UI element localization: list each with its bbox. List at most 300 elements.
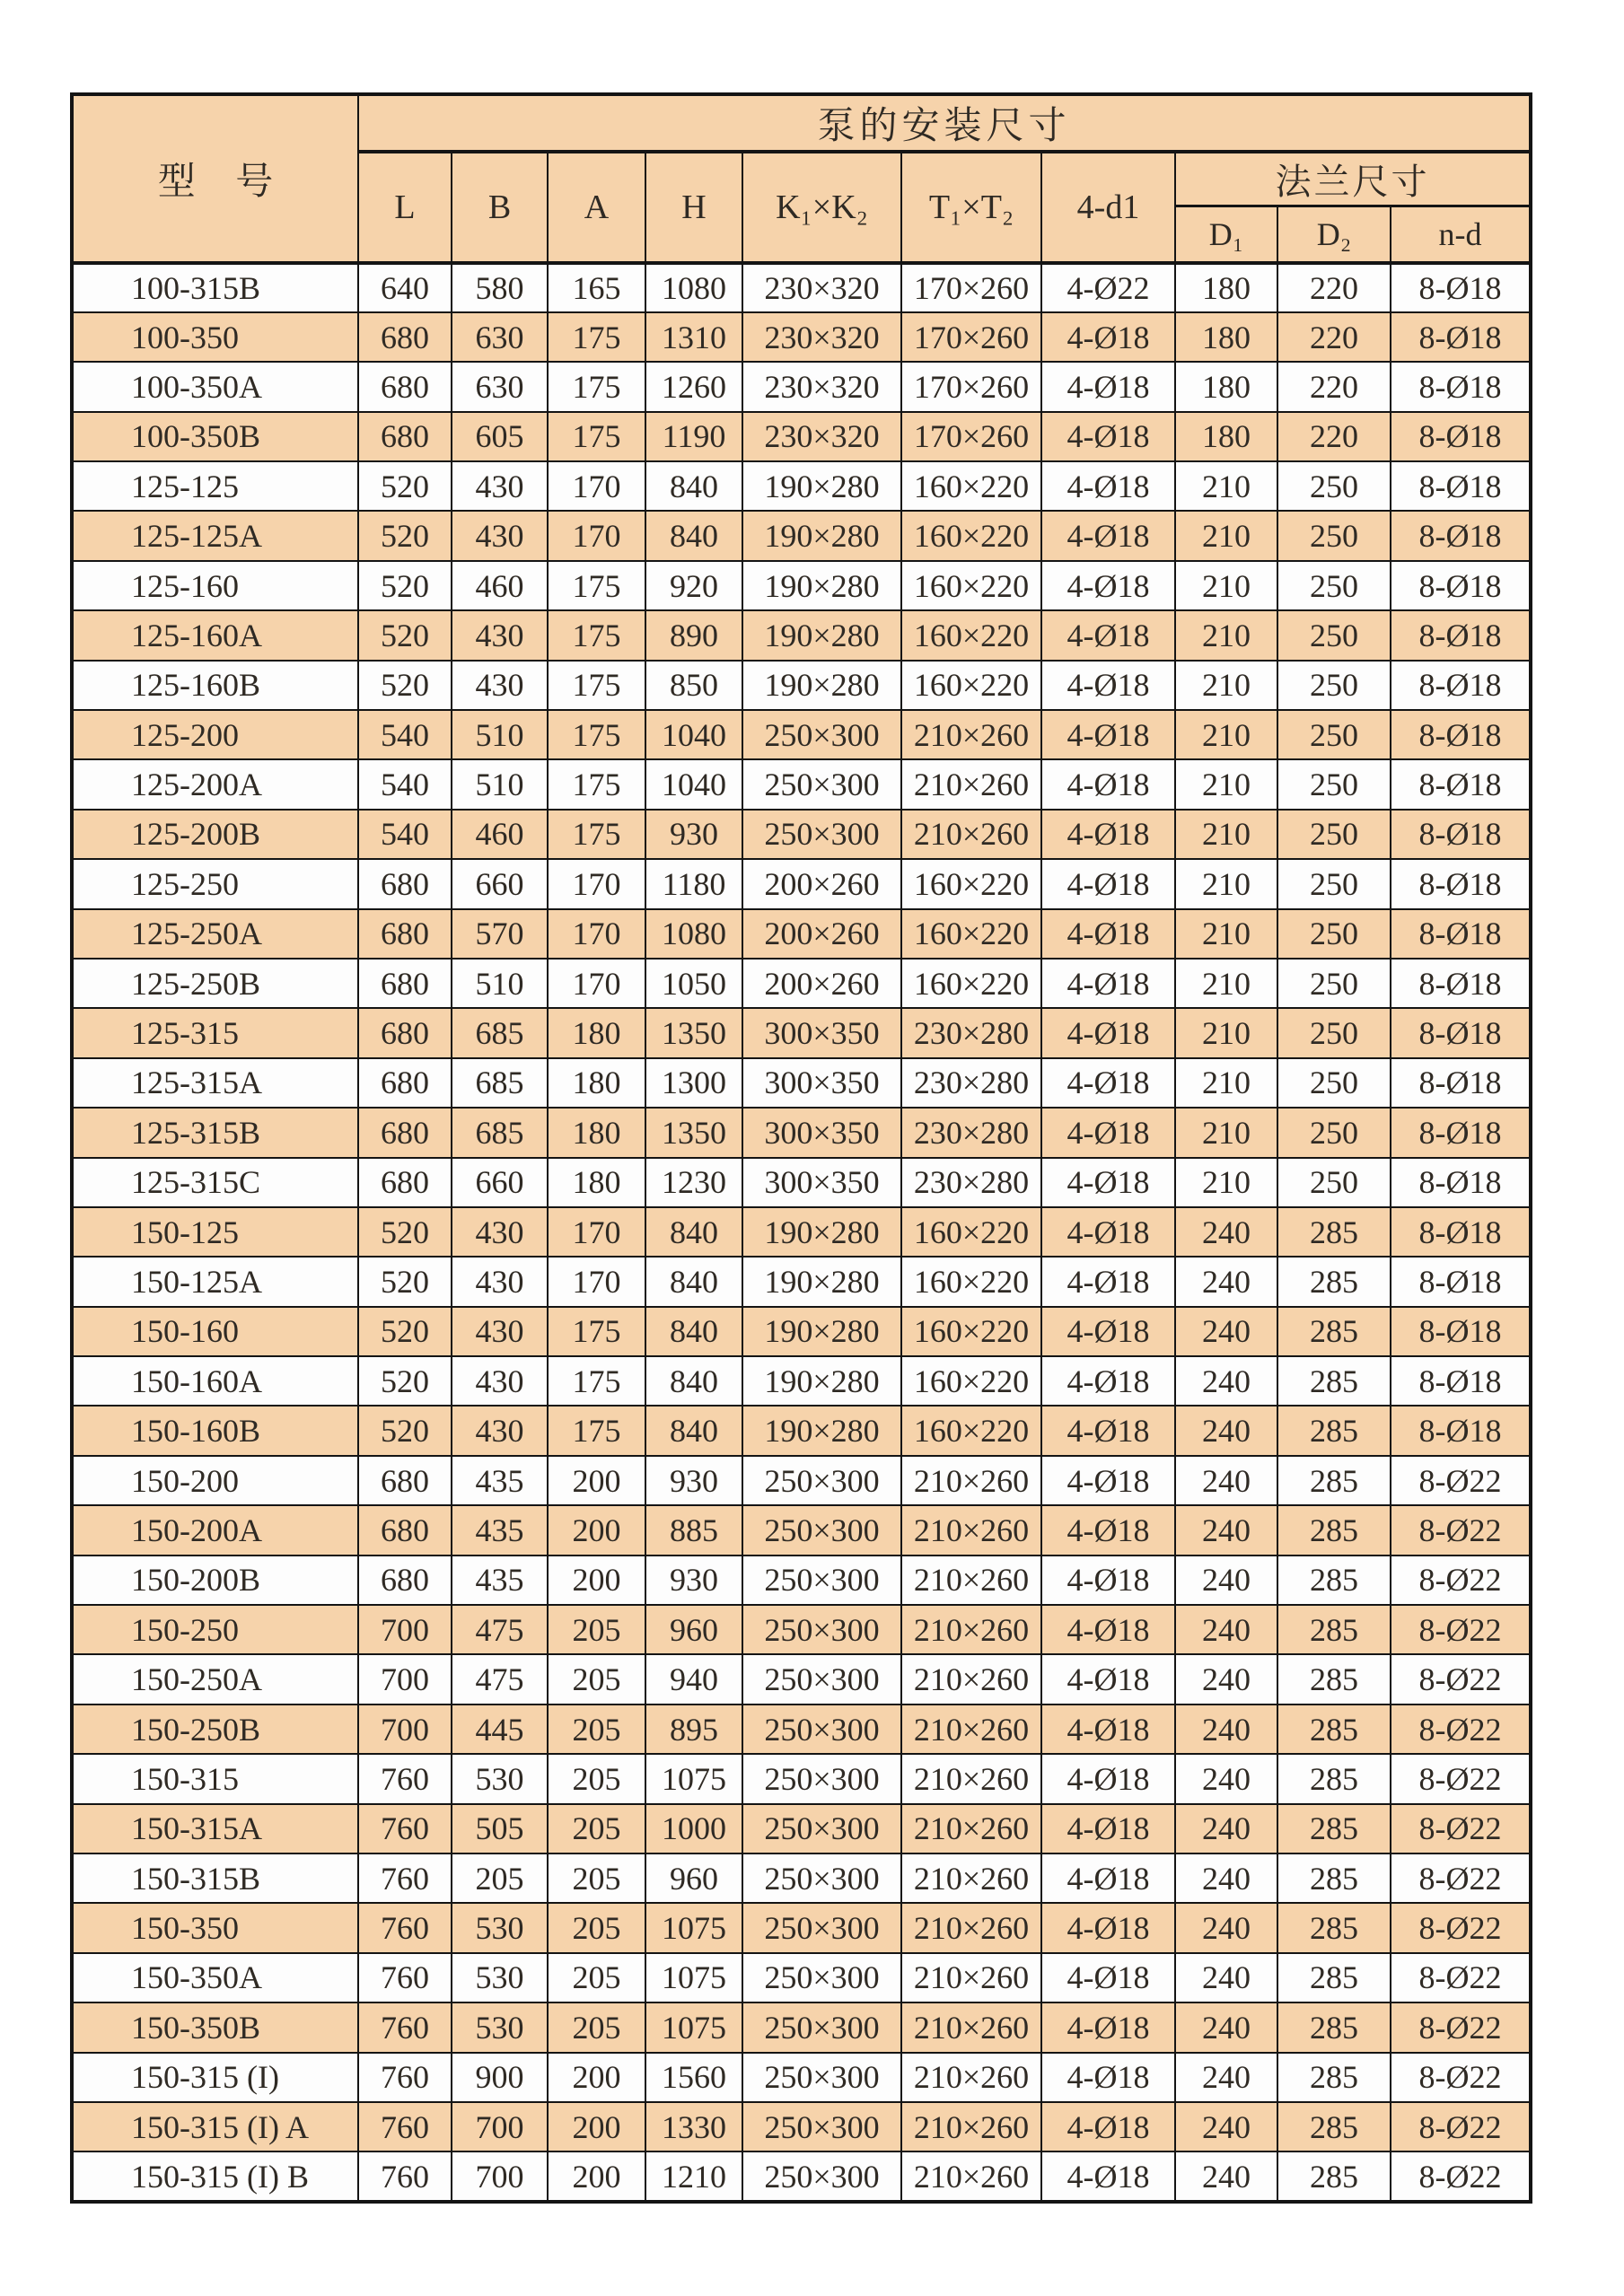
value-cell: 520 xyxy=(358,1406,452,1455)
model-cell: 150-315 (I) B xyxy=(72,2151,358,2201)
value-cell: 190×280 xyxy=(742,1356,901,1406)
value-cell: 4-Ø18 xyxy=(1041,2102,1175,2151)
value-cell: 175 xyxy=(548,412,645,461)
value-cell: 285 xyxy=(1277,1456,1391,1505)
model-cell: 125-200A xyxy=(72,759,358,809)
value-cell: 230×280 xyxy=(901,1058,1041,1108)
value-cell: 200×260 xyxy=(742,909,901,959)
value-cell: 170×260 xyxy=(901,312,1041,362)
value-cell: 175 xyxy=(548,759,645,809)
table-title: 泵的安装尺寸 xyxy=(358,94,1531,152)
value-cell: 890 xyxy=(645,610,742,660)
value-cell: 250 xyxy=(1277,461,1391,511)
value-cell: 8-Ø18 xyxy=(1391,1257,1531,1306)
model-cell: 150-125A xyxy=(72,1257,358,1306)
value-cell: 640 xyxy=(358,263,452,312)
value-cell: 4-Ø18 xyxy=(1041,909,1175,959)
value-cell: 760 xyxy=(358,2002,452,2052)
value-cell: 505 xyxy=(452,1804,548,1853)
value-cell: 8-Ø18 xyxy=(1391,511,1531,560)
model-cell: 150-125 xyxy=(72,1207,358,1257)
value-cell: 8-Ø18 xyxy=(1391,710,1531,759)
model-cell: 125-250A xyxy=(72,909,358,959)
value-cell: 250×300 xyxy=(742,2151,901,2201)
model-cell: 125-160A xyxy=(72,610,358,660)
value-cell: 4-Ø18 xyxy=(1041,1307,1175,1356)
value-cell: 240 xyxy=(1175,1605,1277,1654)
table-row xyxy=(72,511,1531,560)
value-cell: 8-Ø18 xyxy=(1391,1356,1531,1406)
value-cell: 8-Ø22 xyxy=(1391,2102,1531,2151)
col-header-h: H xyxy=(645,152,742,263)
value-cell: 190×280 xyxy=(742,661,901,710)
value-cell: 240 xyxy=(1175,1207,1277,1257)
value-cell: 210 xyxy=(1175,1008,1277,1057)
value-cell: 250 xyxy=(1277,511,1391,560)
value-cell: 8-Ø18 xyxy=(1391,610,1531,660)
value-cell: 700 xyxy=(358,1704,452,1754)
table-row xyxy=(72,1108,1531,1157)
value-cell: 250 xyxy=(1277,959,1391,1008)
value-cell: 760 xyxy=(358,1903,452,1952)
value-cell: 520 xyxy=(358,1257,452,1306)
col-header-k1k2: K₁×K₂ xyxy=(742,152,901,263)
model-cell: 150-160 xyxy=(72,1307,358,1356)
value-cell: 4-Ø18 xyxy=(1041,1853,1175,1903)
value-cell: 520 xyxy=(358,511,452,560)
value-cell: 760 xyxy=(358,1754,452,1803)
value-cell: 630 xyxy=(452,362,548,411)
value-cell: 700 xyxy=(452,2151,548,2201)
value-cell: 680 xyxy=(358,859,452,908)
value-cell: 1040 xyxy=(645,759,742,809)
value-cell: 530 xyxy=(452,2002,548,2052)
value-cell: 4-Ø18 xyxy=(1041,461,1175,511)
pump-dimension-sheet xyxy=(70,92,1532,2204)
value-cell: 210×260 xyxy=(901,1754,1041,1803)
value-cell: 210 xyxy=(1175,661,1277,710)
value-cell: 210 xyxy=(1175,959,1277,1008)
value-cell: 170 xyxy=(548,1207,645,1257)
value-cell: 190×280 xyxy=(742,1257,901,1306)
table-row xyxy=(72,1555,1531,1605)
table-row xyxy=(72,1058,1531,1108)
value-cell: 8-Ø22 xyxy=(1391,1903,1531,1952)
table-row xyxy=(72,2002,1531,2052)
value-cell: 475 xyxy=(452,1605,548,1654)
table-row xyxy=(72,1953,1531,2002)
table-row xyxy=(72,461,1531,511)
value-cell: 8-Ø18 xyxy=(1391,1158,1531,1207)
value-cell: 8-Ø22 xyxy=(1391,1704,1531,1754)
value-cell: 230×280 xyxy=(901,1008,1041,1057)
value-cell: 570 xyxy=(452,909,548,959)
value-cell: 850 xyxy=(645,661,742,710)
value-cell: 250×300 xyxy=(742,1903,901,1952)
value-cell: 8-Ø18 xyxy=(1391,312,1531,362)
value-cell: 8-Ø18 xyxy=(1391,759,1531,809)
value-cell: 930 xyxy=(645,1555,742,1605)
model-cell: 150-350B xyxy=(72,2002,358,2052)
value-cell: 180 xyxy=(548,1008,645,1057)
value-cell: 4-Ø18 xyxy=(1041,959,1175,1008)
value-cell: 285 xyxy=(1277,1704,1391,1754)
value-cell: 240 xyxy=(1175,1356,1277,1406)
value-cell: 210×260 xyxy=(901,710,1041,759)
value-cell: 4-Ø18 xyxy=(1041,1605,1175,1654)
value-cell: 8-Ø18 xyxy=(1391,1406,1531,1455)
value-cell: 210×260 xyxy=(901,1605,1041,1654)
value-cell: 210×260 xyxy=(901,1555,1041,1605)
value-cell: 4-Ø18 xyxy=(1041,1555,1175,1605)
value-cell: 285 xyxy=(1277,1754,1391,1803)
value-cell: 220 xyxy=(1277,362,1391,411)
value-cell: 1050 xyxy=(645,959,742,1008)
value-cell: 435 xyxy=(452,1456,548,1505)
value-cell: 190×280 xyxy=(742,461,901,511)
value-cell: 4-Ø18 xyxy=(1041,661,1175,710)
table-row xyxy=(72,959,1531,1008)
value-cell: 250×300 xyxy=(742,1953,901,2002)
value-cell: 160×220 xyxy=(901,610,1041,660)
value-cell: 200 xyxy=(548,1555,645,1605)
value-cell: 240 xyxy=(1175,2002,1277,2052)
value-cell: 8-Ø18 xyxy=(1391,661,1531,710)
value-cell: 180 xyxy=(548,1158,645,1207)
value-cell: 240 xyxy=(1175,1307,1277,1356)
table-row xyxy=(72,362,1531,411)
model-cell: 150-315 (I) xyxy=(72,2053,358,2102)
value-cell: 210×260 xyxy=(901,1654,1041,1704)
value-cell: 510 xyxy=(452,959,548,1008)
value-cell: 250×300 xyxy=(742,1853,901,1903)
table-row xyxy=(72,1505,1531,1555)
value-cell: 250 xyxy=(1277,561,1391,610)
value-cell: 430 xyxy=(452,1307,548,1356)
value-cell: 190×280 xyxy=(742,561,901,610)
value-cell: 285 xyxy=(1277,1804,1391,1853)
value-cell: 240 xyxy=(1175,1804,1277,1853)
value-cell: 8-Ø22 xyxy=(1391,1654,1531,1704)
value-cell: 200 xyxy=(548,2102,645,2151)
value-cell: 8-Ø22 xyxy=(1391,1555,1531,1605)
value-cell: 895 xyxy=(645,1704,742,1754)
value-cell: 8-Ø22 xyxy=(1391,1953,1531,2002)
value-cell: 285 xyxy=(1277,2151,1391,2201)
value-cell: 1300 xyxy=(645,1058,742,1108)
col-header-t1t2: T₁×T₂ xyxy=(901,152,1041,263)
model-cell: 125-160 xyxy=(72,561,358,610)
value-cell: 430 xyxy=(452,610,548,660)
value-cell: 230×280 xyxy=(901,1158,1041,1207)
value-cell: 175 xyxy=(548,1406,645,1455)
model-cell: 150-350 xyxy=(72,1903,358,1952)
value-cell: 1075 xyxy=(645,1953,742,2002)
value-cell: 220 xyxy=(1277,312,1391,362)
value-cell: 4-Ø18 xyxy=(1041,759,1175,809)
value-cell: 660 xyxy=(452,1158,548,1207)
value-cell: 8-Ø18 xyxy=(1391,909,1531,959)
value-cell: 680 xyxy=(358,1108,452,1157)
value-cell: 170 xyxy=(548,511,645,560)
value-cell: 240 xyxy=(1175,1456,1277,1505)
model-cell: 125-200B xyxy=(72,810,358,859)
value-cell: 930 xyxy=(645,810,742,859)
value-cell: 240 xyxy=(1175,2151,1277,2201)
value-cell: 680 xyxy=(358,1008,452,1057)
value-cell: 285 xyxy=(1277,1257,1391,1306)
value-cell: 4-Ø18 xyxy=(1041,810,1175,859)
value-cell: 285 xyxy=(1277,1555,1391,1605)
value-cell: 205 xyxy=(548,1853,645,1903)
value-cell: 200 xyxy=(548,2053,645,2102)
value-cell: 540 xyxy=(358,710,452,759)
value-cell: 8-Ø18 xyxy=(1391,263,1531,312)
table-row xyxy=(72,859,1531,908)
value-cell: 285 xyxy=(1277,2002,1391,2052)
table-row xyxy=(72,2053,1531,2102)
value-cell: 180 xyxy=(1175,362,1277,411)
col-header-d2: D₂ xyxy=(1277,206,1391,263)
value-cell: 520 xyxy=(358,1356,452,1406)
value-cell: 4-Ø18 xyxy=(1041,362,1175,411)
value-cell: 680 xyxy=(358,1058,452,1108)
value-cell: 285 xyxy=(1277,1853,1391,1903)
value-cell: 210 xyxy=(1175,710,1277,759)
value-cell: 240 xyxy=(1175,1406,1277,1455)
model-cell: 100-350B xyxy=(72,412,358,461)
table-row xyxy=(72,1257,1531,1306)
value-cell: 8-Ø18 xyxy=(1391,1307,1531,1356)
value-cell: 250×300 xyxy=(742,810,901,859)
value-cell: 210 xyxy=(1175,1108,1277,1157)
value-cell: 460 xyxy=(452,561,548,610)
value-cell: 4-Ø18 xyxy=(1041,561,1175,610)
value-cell: 170 xyxy=(548,859,645,908)
value-cell: 240 xyxy=(1175,1555,1277,1605)
value-cell: 4-Ø18 xyxy=(1041,1704,1175,1754)
table-row xyxy=(72,2151,1531,2201)
value-cell: 220 xyxy=(1277,263,1391,312)
value-cell: 1350 xyxy=(645,1008,742,1057)
value-cell: 160×220 xyxy=(901,461,1041,511)
value-cell: 1350 xyxy=(645,1108,742,1157)
value-cell: 8-Ø18 xyxy=(1391,362,1531,411)
table-row xyxy=(72,2102,1531,2151)
value-cell: 210×260 xyxy=(901,1853,1041,1903)
value-cell: 230×280 xyxy=(901,1108,1041,1157)
value-cell: 240 xyxy=(1175,1257,1277,1306)
value-cell: 1080 xyxy=(645,263,742,312)
value-cell: 175 xyxy=(548,610,645,660)
value-cell: 680 xyxy=(358,1555,452,1605)
value-cell: 285 xyxy=(1277,1307,1391,1356)
value-cell: 250 xyxy=(1277,810,1391,859)
model-cell: 150-200B xyxy=(72,1555,358,1605)
value-cell: 540 xyxy=(358,810,452,859)
value-cell: 210×260 xyxy=(901,759,1041,809)
value-cell: 210×260 xyxy=(901,1903,1041,1952)
value-cell: 205 xyxy=(548,1953,645,2002)
value-cell: 960 xyxy=(645,1605,742,1654)
model-cell: 125-125 xyxy=(72,461,358,511)
value-cell: 240 xyxy=(1175,1704,1277,1754)
table-row xyxy=(72,1207,1531,1257)
value-cell: 160×220 xyxy=(901,859,1041,908)
value-cell: 1310 xyxy=(645,312,742,362)
value-cell: 1075 xyxy=(645,1754,742,1803)
value-cell: 160×220 xyxy=(901,1307,1041,1356)
value-cell: 250 xyxy=(1277,759,1391,809)
value-cell: 200×260 xyxy=(742,859,901,908)
value-cell: 1190 xyxy=(645,412,742,461)
value-cell: 205 xyxy=(452,1853,548,1903)
value-cell: 8-Ø22 xyxy=(1391,2053,1531,2102)
table-row xyxy=(72,759,1531,809)
value-cell: 660 xyxy=(452,859,548,908)
value-cell: 520 xyxy=(358,1307,452,1356)
value-cell: 8-Ø22 xyxy=(1391,1605,1531,1654)
value-cell: 520 xyxy=(358,561,452,610)
col-header-nd: n-d xyxy=(1391,206,1531,263)
col-header-a: A xyxy=(548,152,645,263)
value-cell: 240 xyxy=(1175,2102,1277,2151)
value-cell: 680 xyxy=(358,362,452,411)
value-cell: 250 xyxy=(1277,1008,1391,1057)
value-cell: 250×300 xyxy=(742,1754,901,1803)
value-cell: 240 xyxy=(1175,1903,1277,1952)
value-cell: 250×300 xyxy=(742,1654,901,1704)
value-cell: 240 xyxy=(1175,1953,1277,2002)
value-cell: 175 xyxy=(548,362,645,411)
value-cell: 4-Ø18 xyxy=(1041,1207,1175,1257)
value-cell: 205 xyxy=(548,1605,645,1654)
value-cell: 200×260 xyxy=(742,959,901,1008)
table-row xyxy=(72,610,1531,660)
value-cell: 700 xyxy=(358,1654,452,1704)
value-cell: 4-Ø18 xyxy=(1041,1356,1175,1406)
value-cell: 840 xyxy=(645,1406,742,1455)
value-cell: 8-Ø18 xyxy=(1391,1108,1531,1157)
model-cell: 150-315A xyxy=(72,1804,358,1853)
value-cell: 520 xyxy=(358,1207,452,1257)
model-cell: 100-350 xyxy=(72,312,358,362)
model-column-header: 型 号 xyxy=(72,94,358,263)
value-cell: 175 xyxy=(548,710,645,759)
value-cell: 605 xyxy=(452,412,548,461)
value-cell: 250 xyxy=(1277,859,1391,908)
value-cell: 680 xyxy=(358,1158,452,1207)
value-cell: 205 xyxy=(548,2002,645,2052)
value-cell: 630 xyxy=(452,312,548,362)
value-cell: 240 xyxy=(1175,1654,1277,1704)
model-cell: 150-200A xyxy=(72,1505,358,1555)
table-row xyxy=(72,909,1531,959)
value-cell: 520 xyxy=(358,461,452,511)
value-cell: 760 xyxy=(358,2102,452,2151)
value-cell: 250×300 xyxy=(742,1605,901,1654)
value-cell: 175 xyxy=(548,661,645,710)
value-cell: 160×220 xyxy=(901,1356,1041,1406)
value-cell: 4-Ø18 xyxy=(1041,1456,1175,1505)
value-cell: 210×260 xyxy=(901,1704,1041,1754)
table-row xyxy=(72,263,1531,312)
value-cell: 4-Ø18 xyxy=(1041,412,1175,461)
value-cell: 285 xyxy=(1277,2102,1391,2151)
value-cell: 8-Ø18 xyxy=(1391,561,1531,610)
value-cell: 160×220 xyxy=(901,661,1041,710)
value-cell: 8-Ø22 xyxy=(1391,1804,1531,1853)
value-cell: 680 xyxy=(358,1505,452,1555)
model-cell: 150-350A xyxy=(72,1953,358,2002)
value-cell: 8-Ø22 xyxy=(1391,1456,1531,1505)
table-row xyxy=(72,661,1531,710)
value-cell: 285 xyxy=(1277,1953,1391,2002)
value-cell: 230×320 xyxy=(742,412,901,461)
model-cell: 125-315 xyxy=(72,1008,358,1057)
value-cell: 4-Ø18 xyxy=(1041,2002,1175,2052)
value-cell: 1180 xyxy=(645,859,742,908)
table-row xyxy=(72,1307,1531,1356)
table-row xyxy=(72,312,1531,362)
value-cell: 4-Ø18 xyxy=(1041,1953,1175,2002)
pump-dimensions-table xyxy=(70,92,1532,2204)
value-cell: 250×300 xyxy=(742,1456,901,1505)
value-cell: 435 xyxy=(452,1505,548,1555)
value-cell: 430 xyxy=(452,661,548,710)
table-row xyxy=(72,1754,1531,1803)
value-cell: 685 xyxy=(452,1108,548,1157)
value-cell: 4-Ø18 xyxy=(1041,610,1175,660)
value-cell: 210×260 xyxy=(901,1456,1041,1505)
value-cell: 200 xyxy=(548,2151,645,2201)
value-cell: 4-Ø18 xyxy=(1041,859,1175,908)
value-cell: 8-Ø18 xyxy=(1391,1008,1531,1057)
value-cell: 285 xyxy=(1277,1605,1391,1654)
model-cell: 150-200 xyxy=(72,1456,358,1505)
value-cell: 430 xyxy=(452,1406,548,1455)
table-row xyxy=(72,412,1531,461)
value-cell: 430 xyxy=(452,1356,548,1406)
value-cell: 530 xyxy=(452,1754,548,1803)
value-cell: 250×300 xyxy=(742,1555,901,1605)
value-cell: 760 xyxy=(358,2151,452,2201)
value-cell: 1075 xyxy=(645,2002,742,2052)
model-cell: 150-250A xyxy=(72,1654,358,1704)
value-cell: 230×320 xyxy=(742,312,901,362)
value-cell: 210×260 xyxy=(901,2151,1041,2201)
value-cell: 4-Ø22 xyxy=(1041,263,1175,312)
value-cell: 900 xyxy=(452,2053,548,2102)
value-cell: 210 xyxy=(1175,461,1277,511)
model-cell: 125-250 xyxy=(72,859,358,908)
value-cell: 430 xyxy=(452,461,548,511)
value-cell: 680 xyxy=(358,959,452,1008)
value-cell: 160×220 xyxy=(901,1257,1041,1306)
value-cell: 210 xyxy=(1175,909,1277,959)
value-cell: 4-Ø18 xyxy=(1041,511,1175,560)
value-cell: 1000 xyxy=(645,1804,742,1853)
value-cell: 8-Ø18 xyxy=(1391,461,1531,511)
value-cell: 285 xyxy=(1277,1207,1391,1257)
value-cell: 250×300 xyxy=(742,1505,901,1555)
value-cell: 160×220 xyxy=(901,561,1041,610)
value-cell: 250 xyxy=(1277,1158,1391,1207)
value-cell: 300×350 xyxy=(742,1058,901,1108)
value-cell: 160×220 xyxy=(901,909,1041,959)
value-cell: 8-Ø22 xyxy=(1391,1754,1531,1803)
value-cell: 190×280 xyxy=(742,610,901,660)
